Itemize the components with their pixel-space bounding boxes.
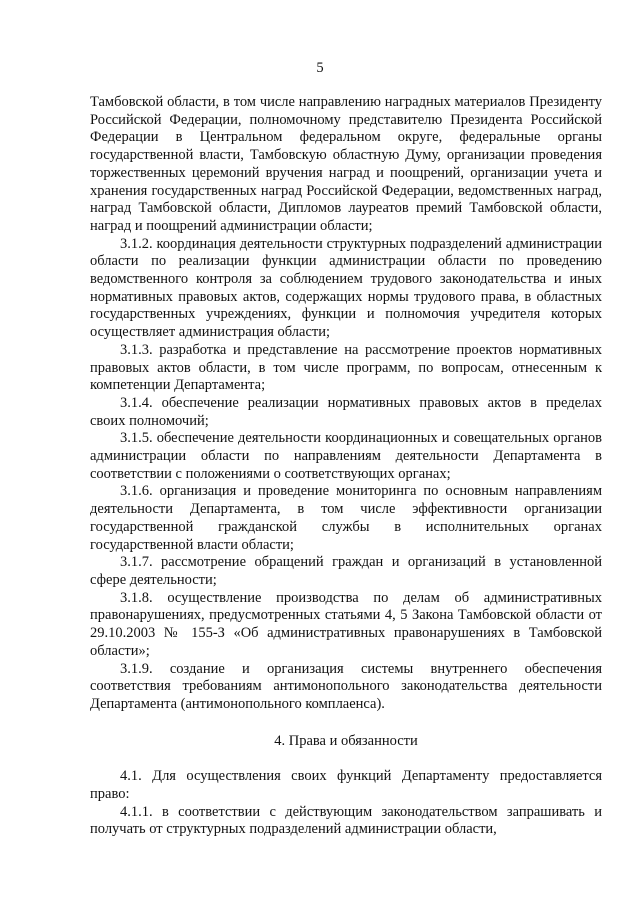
document-body (90, 94, 602, 839)
paragraph-3-1-3: 3.1.3. разработка и представление на рассмотрение проектов нормативных правовых актов области, в том числе программ, по вопросам, отнесенным к компетенции Департамента; (90, 341, 602, 394)
paragraph-4-1: 4.1. Для осуществления своих функций Департаменту предоставляется право: (90, 768, 602, 803)
paragraph-3-1-5: 3.1.5. обеспечение деятельности координационных и совещательных органов администрации области по направлениям деятельности Департамента в соответствии с положениями о соответствующих органах; (90, 430, 602, 482)
paragraph-3-1-6: 3.1.6. организация и проведение мониторинга по основным направлениям деятельности Департамента, в том числе эффективности организации государственной гражданской службы в исполнительных органах государственной власти области; (90, 483, 602, 553)
paragraph-4-1-1: 4.1.1. в соответствии с действующим законодательством запрашивать и получать от структурных подразделений администрации области, (90, 803, 602, 838)
paragraph-3-1-4: 3.1.4. обеспечение реализации нормативных правовых актов в пределах своих полномочий; (90, 394, 602, 429)
section-heading: 4. Права и обязанности (274, 732, 418, 749)
paragraph-3-1-2: 3.1.2. координация деятельности структурных подразделений администрации области по реализации функции администрации области по проведению ведомственного контроля за соблюдением трудового законодательства и иных нормативных правовых актов, содержащих нормы трудового права, в областных государственных учреждениях, функции и полномочия учредителя которых осуществляет администрация области; (90, 235, 602, 341)
paragraph-continuation: Тамбовской области, в том числе направлению наградных материалов Президенту Российской Федерации, полномочному представителю Президента Российской Федерации в Центральном федеральном округе, федеральные органы государственной власти, Тамбовскую областную Думу, организации проведения торжественных церемоний вручения наград и поощрений, организации учета и хранения государственных наград Российской Федерации, ведомственных наград, наград Тамбовской области, Дипломов лауреатов премий Тамбовской области, наград и поощрений администрации области; (90, 94, 602, 234)
paragraph-3-1-9: 3.1.9. создание и организация системы внутреннего обеспечения соответствия требованиям антимонопольного законодательства деятельности Департамента (антимонопольного комплаенса). (90, 660, 602, 712)
paragraph-3-1-8: 3.1.8. осуществление производства по делам об административных правонарушениях, предусмотренных статьями 4, 5 Закона Тамбовской области от 29.10.2003 № 155-З «Об административных правонарушениях в Тамбовской области»; (90, 589, 602, 659)
paragraph-3-1-7: 3.1.7. рассмотрение обращений граждан и организаций в установленной сфере деятельности; (90, 554, 602, 588)
page-number: 5 (316, 60, 324, 76)
